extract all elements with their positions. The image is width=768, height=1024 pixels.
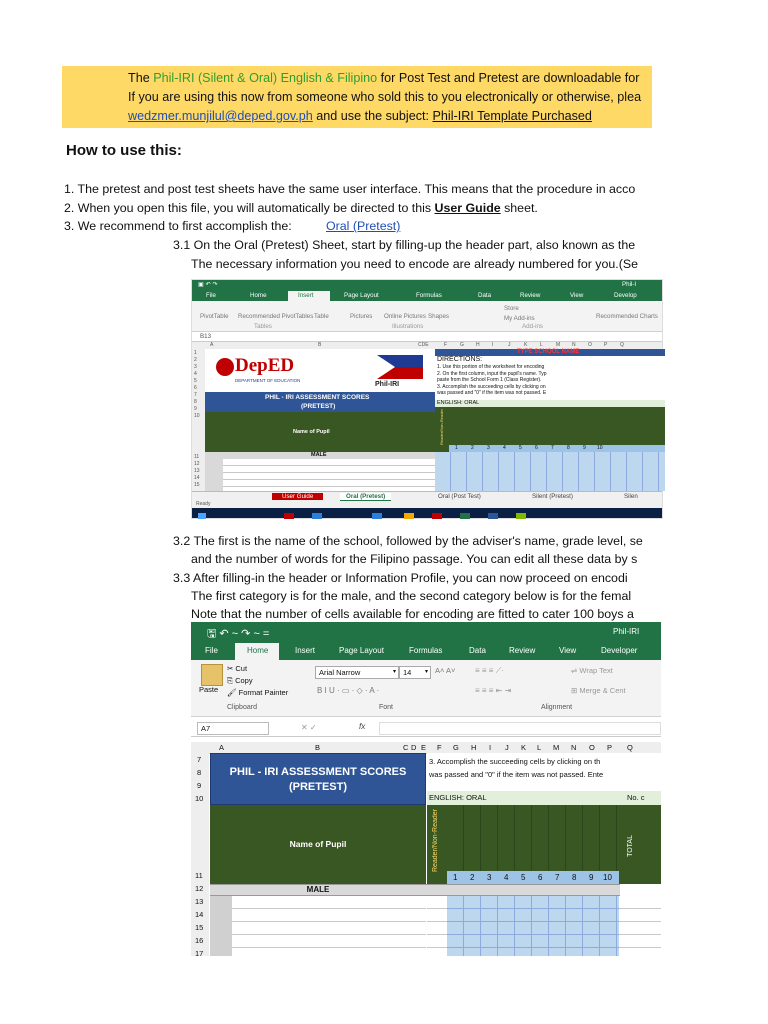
type-school-name[interactable]: TYPE SCHOOL NAME [517,349,580,355]
name-box-value: A7 [201,724,211,733]
banner-text: and use the subject: [312,109,433,123]
english-oral-label: ENGLISH: ORAL [429,793,487,802]
col-e: E [421,743,427,752]
row-num: 17 [195,949,204,958]
row-num: 14 [195,910,204,919]
font-size-select[interactable] [399,666,431,679]
row-num: 15 [194,482,200,488]
taskbar-icons [192,511,662,521]
table-button[interactable]: Table [314,313,329,320]
total-label: TOTAL [627,835,634,857]
step-text: 3. We recommend to first accomplish the: [64,219,292,233]
sheet-tab-oral-pretest[interactable]: Oral (Pretest) [340,493,391,502]
total-col [619,805,661,884]
item-num: 2 [470,873,475,882]
tab-home[interactable]: Home [247,646,269,655]
col-p: P [604,342,608,348]
directions-box [427,753,661,791]
chevron-down-icon: ▾ [392,669,396,675]
name-of-pupil-header [205,412,435,452]
fx-icon[interactable]: fx [359,722,366,731]
english-oral-band [427,791,661,805]
row-num: 9 [197,781,202,790]
item-num: 10 [597,445,603,451]
english-oral-label: ENGLISH: ORAL [437,400,480,406]
user-guide-ref: User Guide [434,201,501,215]
reader-cells[interactable] [427,896,447,956]
col-g: G [453,743,459,752]
ribbon-insert [192,301,662,332]
title-bar [192,280,662,290]
row-num: 12 [195,884,204,893]
direction-2: 2. On the first column, input the pupil's name. Typ [437,371,547,377]
col-a: A [219,743,225,752]
col-h: H [476,342,480,348]
row-index-col [210,896,232,956]
item-number-row [449,445,665,452]
product-name: Phil-IRI (Silent & Oral) English & Filipino [153,71,378,85]
school-name-band [435,349,665,356]
ribbon-home [191,660,661,717]
merge-icon: ⊞ [571,686,580,695]
name-box[interactable] [197,722,269,735]
direction-3: 3. Accomplish the succeeding cells by clicking on th [429,757,601,766]
chevron-down-icon: ▾ [424,669,428,675]
cut-button[interactable] [227,664,247,673]
step-text: sheet. [500,201,538,215]
col-o: O [589,743,595,752]
row-num: 5 [194,378,197,384]
assessment-subtitle: (PRETEST) [288,781,348,793]
subject-text: Phil-IRI Template Purchased [432,109,592,123]
group-label: Illustrations [392,323,424,330]
item-num: 8 [567,445,570,451]
col-b: B [315,743,321,752]
step-text: 2. When you open this file, you will automatically be directed to this [64,201,435,215]
male-name-rows[interactable] [210,896,426,956]
male-header [205,452,435,459]
item-number-row [447,871,619,884]
row-index-col [205,459,223,491]
col-a: A [210,342,214,348]
cut-label: Cut [235,664,248,673]
step-1: 1. The pretest and post test sheets have the same user interface. This means that the procedure in acco [64,182,636,196]
ribbon-tabs [192,290,662,301]
tab-file[interactable]: File [206,292,216,299]
step-2 [64,200,538,216]
item-num: 10 [603,873,612,882]
sheet-tab-silent[interactable]: Silen [624,493,638,500]
row-num: 2 [194,357,197,363]
row-num: 11 [195,871,203,880]
row-num: 9 [194,406,197,412]
row-num: 8 [197,768,202,777]
tab-insert[interactable]: Insert [295,646,316,655]
row-num: 13 [194,468,200,474]
item-num: 8 [572,873,577,882]
tab-view[interactable]: View [570,292,584,299]
item-num: 3 [487,445,490,451]
reader-label: Reader/Non-Reader [432,809,439,873]
row-num: 10 [194,413,200,419]
col-c: C [403,743,409,752]
score-cells[interactable] [435,452,665,491]
col-n: N [571,743,577,752]
align-top-icons[interactable]: ≡ ≡ ≡ ⟋· [475,666,504,675]
direction-3: 3. Accomplish the succeeding cells by clicking on [437,384,546,390]
col-f: F [437,743,442,752]
copy-label: Copy [235,676,253,685]
online-pictures-button[interactable]: Online Pictures [384,313,426,320]
copy-button[interactable] [227,676,253,686]
col-k: K [524,342,528,348]
step-3-2-b: and the number of words for the Filipino passage. You can edit all these data by s [191,552,638,566]
item-columns-header [447,805,619,871]
step-3-1-a: 3.1 On the Oral (Pretest) Sheet, start by filling-up the header part, also known as the [173,238,636,252]
col-j: J [508,342,511,348]
reader-label: Reader/Non-Reader [439,409,444,446]
wrap-text-label: Wrap Text [579,666,613,675]
item-num: 6 [538,873,543,882]
format-painter-button[interactable] [227,688,288,697]
name-of-pupil-header [210,805,426,884]
recommended-charts-button[interactable]: Recommended Charts [596,313,658,320]
row-num: 3 [194,364,197,370]
format-painter-label: Format Painter [238,688,289,697]
col-m: M [553,743,560,752]
row-header [191,753,209,956]
merge-center-button[interactable] [571,686,626,695]
cancel-enter-icons[interactable]: ✕ ✓ [301,723,317,732]
banner-text: The [128,71,154,85]
item-num: 6 [535,445,538,451]
assessment-title: PHIL - IRI ASSESSMENT SCORES [229,766,407,778]
grow-shrink-font-icon[interactable]: A˄ A˅ [435,666,456,675]
formula-bar [191,720,661,737]
tab-insert[interactable]: Insert [298,292,314,299]
recommended-pivot-button[interactable]: Recommended PivotTables [238,313,314,320]
row-num: 8 [194,399,197,405]
assessment-title: PHIL - IRI ASSESSMENT SCORES [265,394,370,401]
male-rows[interactable] [205,459,435,491]
step-3-2-a: 3.2 The first is the name of the school, followed by the adviser's name, grade level, se [173,534,643,548]
item-num: 4 [503,445,506,451]
number-label: No. c [627,793,645,802]
column-header [192,342,662,349]
col-g: G [460,342,464,348]
english-oral-band [435,400,665,407]
paste-button[interactable]: Paste [199,685,219,694]
row-num: 12 [194,461,200,467]
sheet-tab-oral-posttest[interactable]: Oral (Post Test) [438,493,481,500]
taskbar [192,508,662,518]
tab-view[interactable]: View [559,646,577,655]
scissors-icon: ✂ [227,664,236,673]
step-3-3-c: Note that the number of cells available for encoding are fitted to cater 100 boys a [191,607,634,621]
logo-area [205,349,435,392]
email-link[interactable]: wedzmer.munjilul@deped.gov.ph [128,109,313,123]
step-3-1-b: The necessary information you need to encode are already numbered for you.(Se [191,257,639,271]
formula-bar [192,332,662,342]
font-size-value: 14 [403,668,412,677]
col-q: Q [627,743,633,752]
tab-data[interactable]: Data [469,646,486,655]
row-num: 11 [194,454,200,460]
row-num: 7 [197,755,202,764]
quick-access-icons[interactable]: 🖫 ↶ ~ ↷ ~ = [207,628,270,640]
step-3 [64,218,292,234]
male-header [210,884,620,896]
row-num: 4 [194,371,197,377]
font-name-select[interactable] [315,666,399,679]
col-k: K [521,743,527,752]
row-num: 16 [195,936,204,945]
row-num: 7 [194,392,197,398]
item-num: 1 [453,873,458,882]
pictures-button[interactable]: Pictures [350,313,373,320]
step-3-3-a: 3.3 After filling-in the header or Information Profile, you can now proceed on encodi [173,571,628,585]
assessment-title-box [205,392,435,412]
window-title: Phil-IRI [613,627,640,636]
item-num: 4 [504,873,509,882]
tab-review[interactable]: Review [509,646,536,655]
tab-page-layout[interactable]: Page Layout [339,646,384,655]
brush-icon: 🖌 [227,688,239,697]
tab-formulas[interactable]: Formulas [409,646,443,655]
banner-line-2: If you are using this now from someone who sold this to you electronically or otherwise, plea [128,90,642,104]
tab-developer[interactable]: Developer [601,646,638,655]
clipboard-group-label: Clipboard [227,704,257,711]
my-addins-button[interactable]: My Add-ins [504,315,535,322]
item-num: 2 [471,445,474,451]
tab-developer[interactable]: Develop [614,292,637,299]
reader-col [427,805,447,884]
item-num: 5 [521,873,526,882]
item-num: 7 [551,445,554,451]
group-label: Add-ins [522,323,543,330]
male-label: MALE [306,885,330,894]
col-h: H [471,743,477,752]
directions-box [435,356,665,400]
col-i: I [492,342,494,348]
direction-1: 1. Use this portion of the worksheet for encoding [437,364,545,370]
pivottable-button[interactable]: PivotTable [200,313,229,320]
row-header [192,349,205,491]
save-icon: ▣ ↶ ↷ [198,281,218,288]
row-num: 10 [195,794,204,803]
step-3-3-b: The first category is for the male, and the second category below is for the femal [191,589,632,603]
status-ready: Ready [196,501,211,507]
col-l: L [540,342,543,348]
store-button[interactable]: Store [504,305,519,312]
ribbon-tabs [191,642,661,660]
copy-icon: ⎘ [227,676,236,685]
deped-subtitle: DEPARTMENT OF EDUCATION [235,378,301,383]
phil-iri-logo-text: Phil-IRI [375,381,400,388]
direction-3b: was passed and "0" if the item was not passed. E [437,390,547,396]
item-num: 9 [583,445,586,451]
item-num: 3 [487,873,492,882]
wrap-text-icon: ⇌ [571,666,580,675]
row-num: 6 [194,385,197,391]
merge-center-label: Merge & Cent [579,686,626,695]
status-bar [192,501,662,508]
col-d: D [411,743,417,752]
col-p: P [607,743,613,752]
shapes-button[interactable]: Shapes [428,313,449,320]
excel-screenshot-home [191,622,661,956]
font-name-value: Arial Narrow [319,668,361,677]
col-q: Q [620,342,624,348]
tab-review[interactable]: Review [520,292,541,299]
item-num: 5 [519,445,522,451]
total-cells[interactable] [619,896,661,956]
row-num: 1 [194,350,197,356]
tab-data[interactable]: Data [478,292,492,299]
tab-formulas[interactable]: Formulas [416,292,442,299]
col-i: I [489,743,492,752]
col-b: B [318,342,322,348]
assessment-title-box [210,753,426,805]
col-o: O [588,342,592,348]
row-num: 13 [195,897,204,906]
tab-file[interactable]: File [205,646,218,655]
col-cde: CDE [418,342,429,348]
banner-text: for Post Test and Pretest are downloadable for [377,71,640,85]
wrap-text-button[interactable] [571,666,613,675]
name-box[interactable]: B13 [200,333,212,340]
tab-home[interactable]: Home [250,292,267,299]
col-f: F [444,342,448,348]
directions-title: DIRECTIONS: [437,356,483,363]
item-num: 1 [455,445,458,451]
direction-3b: was passed and "0" if the item was not passed. Ente [429,770,604,779]
assessment-subtitle: (PRETEST) [301,403,336,410]
item-num: 7 [555,873,560,882]
window-title: Phil-I [622,281,637,288]
banner-line-1 [128,70,639,86]
male-label: MALE [311,452,327,458]
name-of-pupil-label: Name of Pupil [293,429,330,435]
sheet-tab-user-guide[interactable]: User Guide [272,493,323,500]
col-j: J [505,743,509,752]
formula-input[interactable] [379,722,661,735]
tab-page-layout[interactable]: Page Layout [344,292,379,299]
title-bar [191,622,661,642]
group-label: Tables [254,323,272,330]
row-num: 14 [194,475,200,481]
excel-screenshot-insert [191,279,663,519]
direction-2b: paste from the School Form 1 (Class Register). [437,377,542,383]
col-m: M [556,342,561,348]
align-icons[interactable]: ≡ ≡ ≡ ⇤ ⇥ [475,686,512,695]
oral-pretest-link[interactable]: Oral (Pretest) [326,219,401,233]
col-n: N [572,342,576,348]
name-of-pupil-label: Name of Pupil [289,839,347,849]
bold-italic-underline-icons[interactable]: B I U · ▭ · ◇ · A · [317,686,380,695]
paste-icon[interactable] [201,664,223,686]
col-l: L [537,743,542,752]
row-num: 15 [195,923,204,932]
deped-wordmark: DepED [235,355,295,376]
item-num: 9 [589,873,594,882]
banner-line-3 [128,108,592,124]
page-heading: How to use this: [66,142,182,159]
reader-col [435,407,449,452]
font-group-label: Font [379,704,394,711]
score-row-lines [447,896,619,956]
sheet-tab-silent-pretest[interactable]: Silent (Pretest) [532,493,573,500]
alignment-group-label: Alignment [541,704,573,711]
